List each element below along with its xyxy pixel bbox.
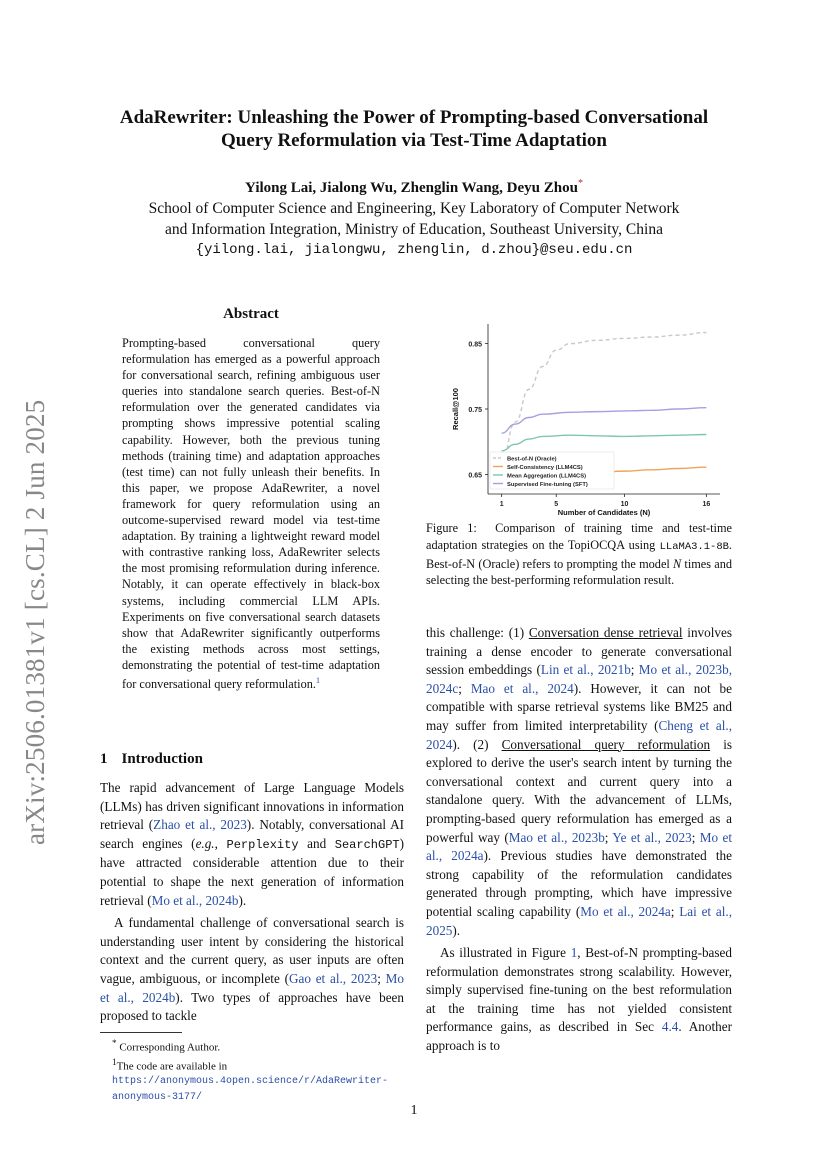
affiliation-line-1: School of Computer Science and Engineering, Key Laboratory of Computer Network (148, 200, 680, 217)
product-name: Perplexity (226, 837, 299, 852)
footnotes (100, 1036, 410, 1105)
abstract-text: Prompting-based conversational query reformulation has emerged as a powerful approach for conversational search, refining ambiguous user queries into standalone search queries. Best-of-N reformulation over the generated candidates via prompting shows impressive potential scaling capability. However, both the previous tuning methods (training time) and adaptation approaches (test time) can not fully unleash their benefits. In this paper, we propose AdaRewriter, a novel framework for query reformulation using an outcome-supervised reward model via test-time adaptation. By training a lightweight reward model with contrastive ranking loss, AdaRewriter selects the most promising reformulation during inference. Notably, it can operate effectively in black-box systems, including commercial LLM APIs. Experiments on five conversational search datasets show that AdaRewriter significantly outperforms the existing methods across most settings, demonstrating the potential of test-time adaptation for conversational query reformulation. (122, 336, 380, 692)
intro-paragraph-2: A fundamental challenge of conversational search is understanding user intent by considering the historical context and the current query, as user inputs are often vague, ambiguous, or incomplete (Gao et al., 2023; Mo et al., 2024b). Two types of approaches have been proposed to tackle (100, 915, 404, 1024)
series-line-3 (502, 408, 707, 434)
series-line-0 (502, 333, 707, 462)
right-paragraph-1: this challenge: (1) Conversation dense retrieval involves training a dense encoder to generate conversational session embeddings (Lin et al., 2021b; Mo et al., 2023b, 2024c; Mao et al., 2024). However, it can not be compatible with sparse retrieval systems like BM25 and may suffer from limited interpretability (Cheng et al., 2024). (2) Conversational query reformulation is explored to derive the user's search intent by turning the conversational context and current query into a standalone query. With the advancement of LLMs, prompting-based query reformulation has emerged as a powerful way (Mao et al., 2023b; Ye et al., 2023; Mo et al., 2024a). Previous studies have demonstrated the strong capability of the reformulation candidates generated through prompting, which have impressive potential scaling capability (Mo et al., 2024a; Lai et al., 2025). (426, 625, 733, 938)
citation-link[interactable]: Mo et al., 2024b (151, 892, 239, 908)
right-paragraph-2: As illustrated in Figure 1, Best-of-N prompting-based reformulation demonstrates strong scalability. However, simply supervised fine-tuning on the best reformulation at the training time has not yielded consistent performance gains, as described in Sec 4.4. Another approach is to (426, 945, 732, 1054)
y-tick-label: 0.75 (468, 407, 482, 414)
x-tick-label: 1 (499, 501, 504, 508)
section-heading-introduction (100, 751, 203, 768)
abstract-body (122, 335, 380, 692)
approach-term: Conversation dense retrieval (528, 625, 683, 640)
abstract-footnote-ref[interactable]: 1 (315, 675, 320, 685)
citation-link[interactable]: Mao et al., 2024 (470, 680, 574, 696)
intro-paragraph-1: The rapid advancement of Large Language Models (LLMs) has driven significant innovations in information retrieval (Zhao et al., 2023). Notably, conversational AI search engines (e.g., Perplexity and SearchGPT) have attracted considerable attention due to their potential to shape the next generation of information retrieval (Mo et al., 2024b). (100, 780, 405, 908)
footnote-1: * Corresponding Author. (112, 1038, 221, 1054)
citation-link[interactable]: Lin et al., 2021b (540, 662, 631, 678)
figure-1-chart (428, 318, 734, 518)
citation-link[interactable]: Gao et al., 2023 (288, 970, 378, 986)
series-line-2 (502, 435, 707, 451)
citation-link[interactable]: Zhao et al., 2023 (153, 817, 247, 833)
author-list (60, 178, 768, 197)
y-tick-label: 0.85 (468, 341, 482, 349)
citation-link[interactable]: Lai et al., 2025 (426, 903, 732, 938)
legend-label: Mean Aggregation (LLM4CS) (507, 473, 587, 480)
affiliation (60, 199, 768, 261)
right-column-body (426, 624, 732, 1056)
x-tick-label: 10 (620, 501, 629, 508)
paper-title (60, 106, 768, 152)
author-emails: {yilong.lai, jialongwu, zhenglin, d.zhou}@seu.edu.cn (195, 242, 633, 258)
citation-link[interactable]: Ye et al., 2023 (612, 829, 692, 845)
section-ref-link[interactable]: 4.4 (661, 1019, 679, 1035)
section-number: 1 (100, 751, 108, 767)
citation-link[interactable]: Mao et al., 2023b (508, 829, 605, 845)
x-axis-label: Number of Candidates (N) (557, 508, 651, 517)
figure-1-caption: Figure 1: Comparison of training time and test-time adaptation strategies on the TopiOCQA using LLaMA3.1-8B. Best-of-N (Oracle) refers to prompting the model N times and selecting the best-performing reformulation result. (426, 521, 732, 588)
arxiv-identifier: arXiv:2506.01381v1 [cs.CL] 2 Jun 2025 (20, 399, 50, 845)
section-title: Introduction (121, 751, 203, 767)
footnote-divider (100, 1032, 182, 1033)
left-column-body (100, 779, 404, 1026)
citation-link[interactable]: Mo et al., 2023b, 2024c (426, 662, 732, 696)
corresponding-mark: * (577, 178, 583, 189)
product-name: SearchGPT (334, 837, 400, 852)
approach-term: Conversational query reformulation (501, 736, 711, 752)
x-tick-label: 16 (702, 501, 711, 508)
y-axis-label: Recall@100 (451, 388, 460, 430)
title-line-2: Query Reformulation via Test-Time Adaptation (221, 130, 607, 151)
abstract-heading: Abstract (223, 306, 279, 322)
code-url-link[interactable]: https://anonymous.4open.science/r/AdaRewriter-anonymous-3177/ (112, 1076, 389, 1104)
footnote-2: $^1$The code are available in https://anonymous.4open.science/r/AdaRewriter-anonymous-3177/ (112, 1056, 389, 1104)
citation-link[interactable]: Mo et al., 2024b (100, 970, 404, 1005)
legend-label: Self-Consistency (LLM4CS) (507, 464, 583, 471)
citation-link[interactable]: Cheng et al., 2024 (426, 717, 732, 752)
title-line-1: AdaRewriter: Unleashing the Power of Prompting-based Conversational (119, 107, 709, 128)
page-number: 1 (410, 1103, 418, 1118)
legend-label: Best-of-N (Oracle) (507, 456, 557, 463)
model-name: LLaMA3.1-8B (659, 540, 729, 553)
figure-ref-link[interactable]: 1 (570, 945, 578, 961)
y-tick-label: 0.65 (468, 472, 482, 480)
citation-link[interactable]: Mo et al., 2024a (580, 903, 671, 919)
legend-label: Supervised Fine-tuning (SFT) (507, 481, 588, 488)
citation-link[interactable]: Mo et al., 2024a (426, 829, 733, 864)
authors-text: Yilong Lai, Jialong Wu, Zhenglin Wang, Deyu Zhou (245, 180, 578, 196)
x-tick-label: 5 (554, 501, 559, 508)
affiliation-line-2: and Information Integration, Ministry of Education, Southeast University, China (165, 220, 663, 238)
